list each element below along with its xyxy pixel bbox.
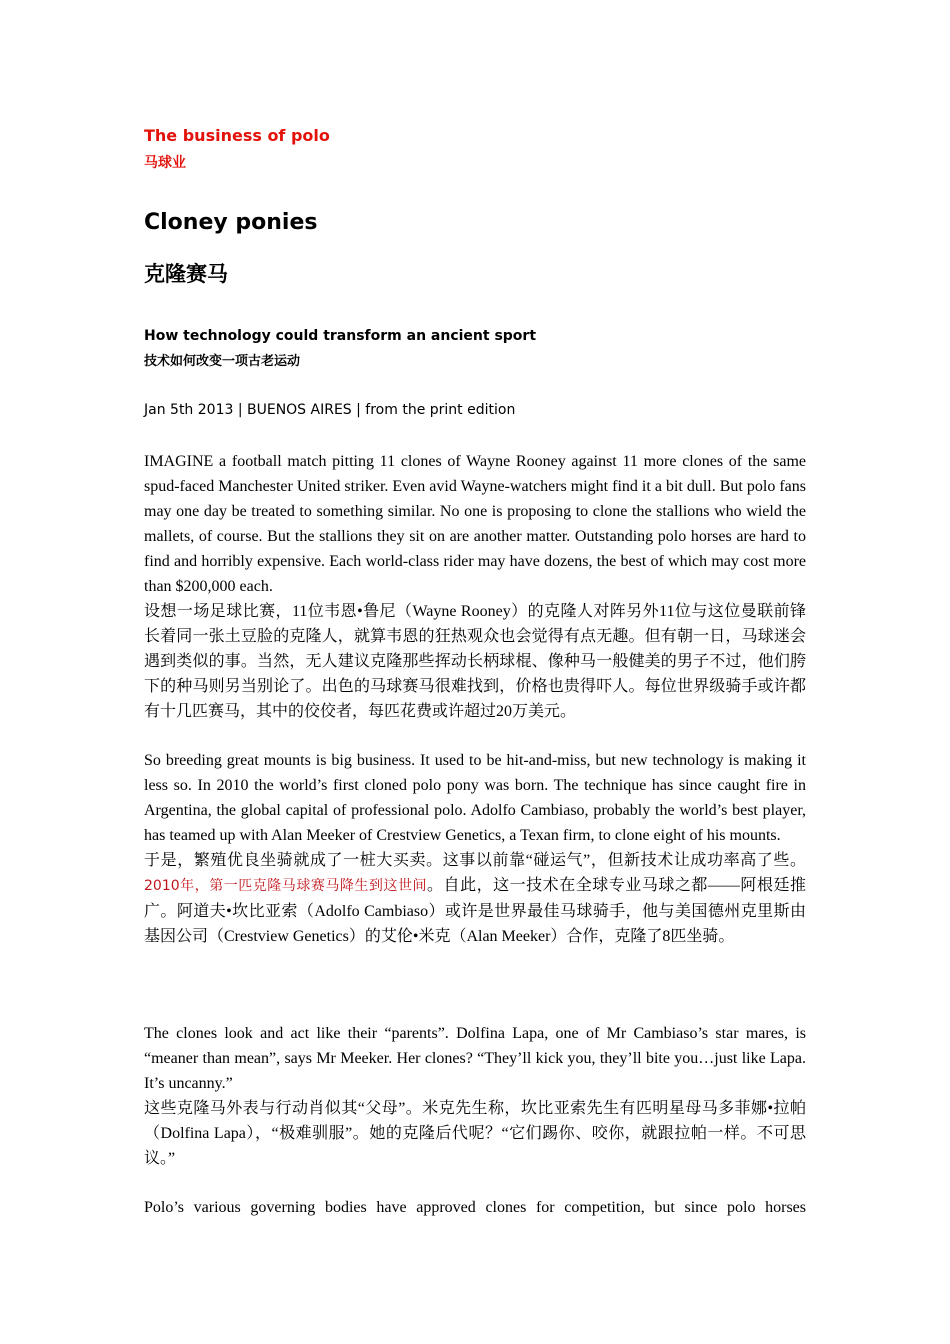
paragraph-en: IMAGINE a football match pitting 11 clones of Wayne Rooney against 11 more clones of the same spud-faced Manchester United striker. Even avid Wayne-watchers might find it a bit dull. But polo fans may one day be treated to something similar. No one is proposing to clone the stallions who wield the mallets, of course. But the stallions they sit on are another matter. Outstanding polo horses are hard to find and horribly expensive. Each world-class rider may have dozens, the best of which may cost more than $200,000 each.	[144, 453, 806, 595]
paragraph-zh: 这些克隆马外表与行动肖似其“父母”。米克先生称，坎比亚索先生有匹明星母马多菲娜•拉帕（Dolfina Lapa），“极难驯服”。她的克隆后代呢？“它们踢你、咬你，就跟拉帕一样。不可思议。”	[144, 1100, 806, 1167]
paragraph-zh	[144, 848, 806, 949]
paragraph-zh: 设想一场足球比赛，11位韦恩•鲁尼（Wayne Rooney）的克隆人对阵另外11位与这位曼联前锋长着同一张土豆脸的克隆人，就算韦恩的狂热观众也会觉得有点无趣。但有朝一日，马球迷会遇到类似的事。当然，无人建议克隆那些挥动长柄球棍、像种马一般健美的男子不过，他们胯下的种马则另当别论了。出色的马球赛马很难找到，价格也贵得吓人。每位世界级骑手或许都有十几匹赛马，其中的佼佼者，每匹花费或许超过20万美元。	[144, 603, 806, 720]
headline-en: Cloney ponies	[144, 210, 318, 235]
paragraph-en: The clones look and act like their “parents”. Dolfina Lapa, one of Mr Cambiaso’s star mares, is “meaner than mean”, says Mr Meeker. Her clones? “They’ll kick you, they’ll bite you…just like Lapa. It’s uncanny.”	[144, 1025, 806, 1092]
subheadline-en: How technology could transform an ancient sport	[144, 328, 537, 344]
paragraph-2	[144, 748, 806, 949]
subheadline-zh: 技术如何改变一项古老运动	[144, 354, 301, 369]
paragraph-en: So breeding great mounts is big business. It used to be hit-and-miss, but new technology is making it less so. In 2010 the world’s first cloned polo pony was born. The technique has since caught fire in Argentina, the global capital of professional polo. Adolfo Cambiaso, probably the world’s best player, has teamed up with Alan Meeker of Crestview Genetics, a Texan firm, to clone eight of his mounts.	[144, 752, 806, 844]
paragraph-3	[144, 1021, 806, 1171]
dateline: Jan 5th 2013 | BUENOS AIRES | from the print edition	[144, 402, 516, 418]
paragraph-1	[144, 449, 806, 724]
section-label-en: The business of polo	[144, 126, 330, 145]
highlighted-text: 2010年，第一匹克隆马球赛马降生到这世间	[144, 878, 428, 894]
paragraph-4	[144, 1195, 806, 1220]
paragraph-zh-part: 。自此，这一技术在全球专业马球之都——阿根廷推广。阿道夫•坎比亚索（Adolfo Cambiaso）或许是世界最佳马球骑手，他与美国德州克里斯由基因公司（Crestview Genetics）的艾伦•米克（Alan Meeker）合作，克隆了8匹坐骑。	[144, 877, 806, 945]
headline-zh: 克隆赛马	[144, 262, 228, 286]
paragraph-en: Polo’s various governing bodies have approved clones for competition, but since polo horses	[144, 1199, 806, 1216]
paragraph-zh-part: 于是，繁殖优良坐骑就成了一桩大买卖。这事以前靠“碰运气”，但新技术让成功率高了些。	[144, 852, 806, 869]
section-label-zh: 马球业	[144, 155, 186, 171]
